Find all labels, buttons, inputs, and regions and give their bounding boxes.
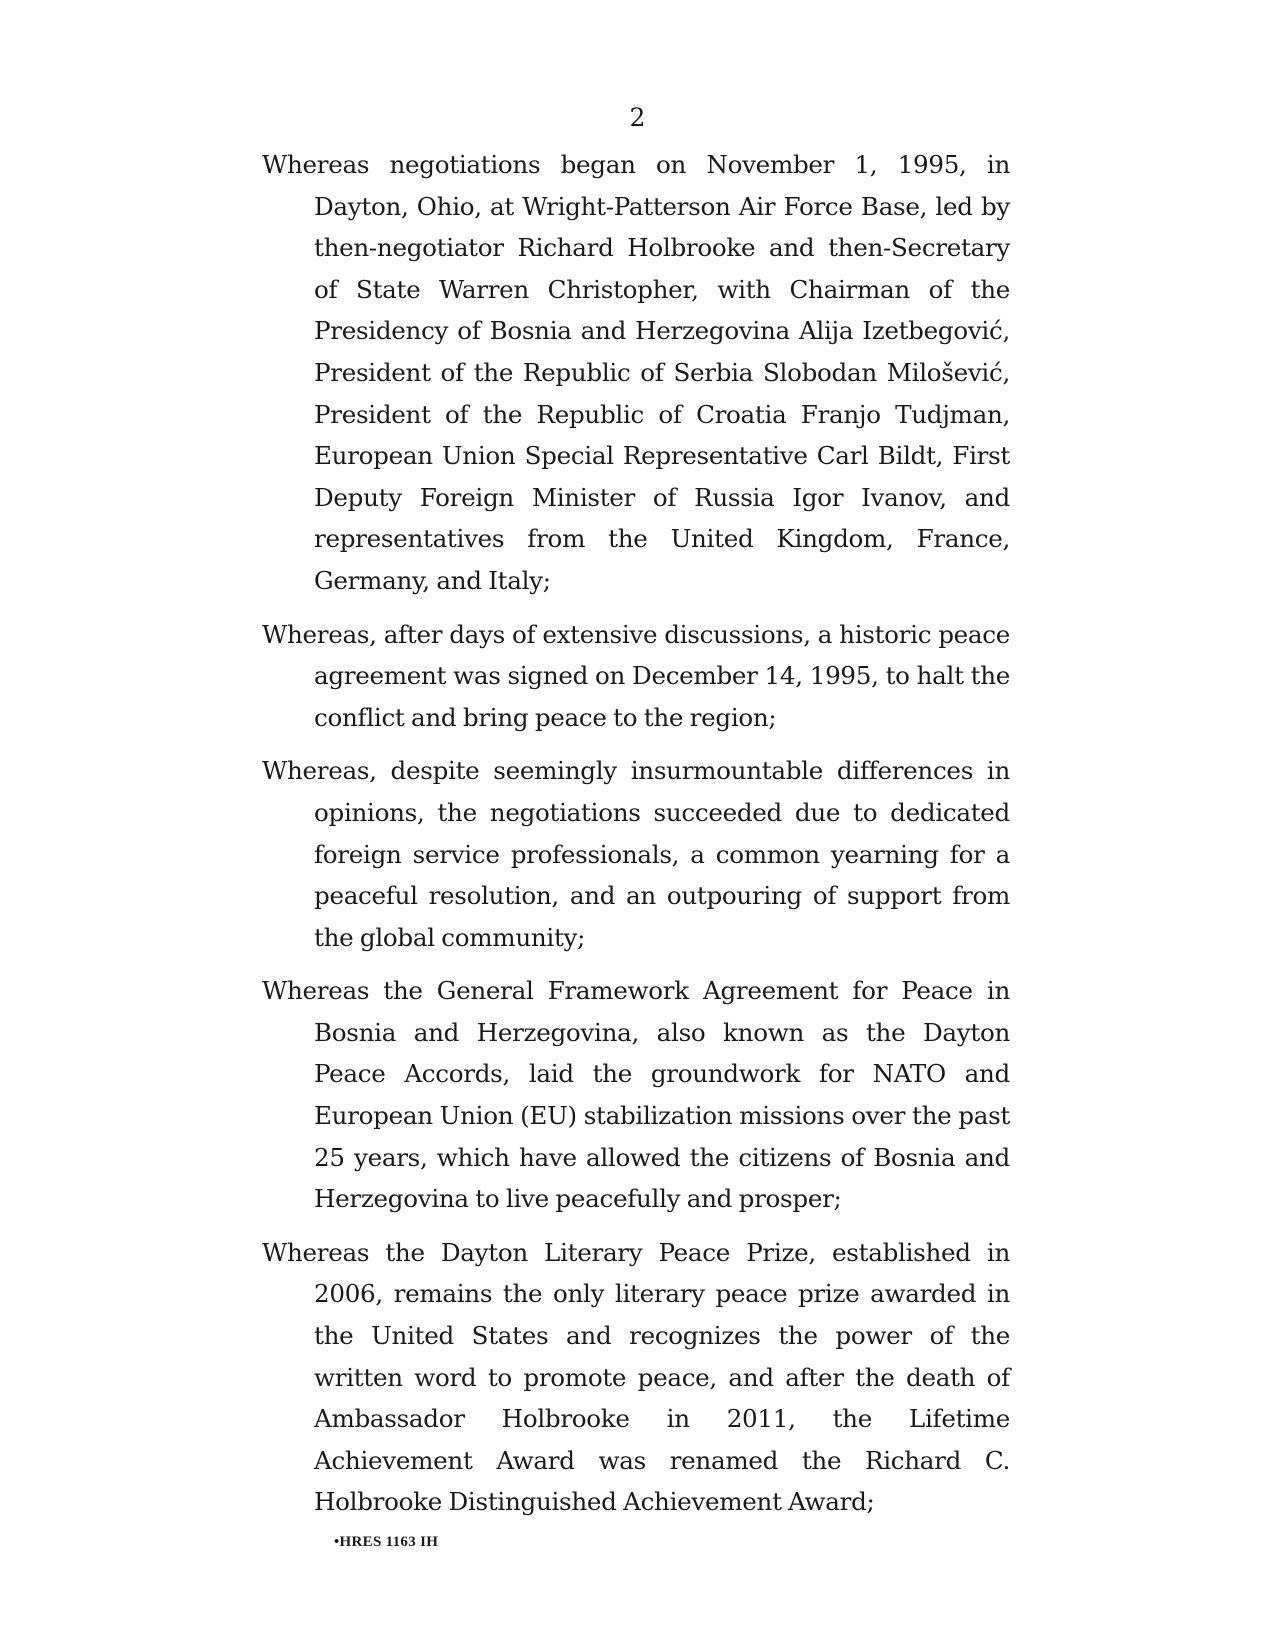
whereas-clause-negotiations-succeeded: Whereas, despite seemingly insurmountable differences in opinions, the negotiations succeeded due to dedicated foreign service professionals, a common yearning for a peaceful resolution, and an outpouring of support from the global community; <box>262 756 1010 952</box>
whereas-clause-literary-peace-prize: Whereas the Dayton Literary Peace Prize, established in 2006, remains the only literary peace prize awarded in the United States and recognizes the power of the written word to promote peace, and after the death of Ambassador Holbrooke in 2011, the Lifetime Achievement Award was renamed the Richard C. Holbrooke Distinguished Achievement Award; <box>262 1237 1010 1517</box>
page-number: 2 <box>629 103 646 132</box>
whereas-clause-dayton-accords: Whereas the General Framework Agreement for Peace in Bosnia and Herzegovina, also known as the Dayton Peace Accords, laid the groundwork for NATO and European Union (EU) stabilization missions over the past 25 years, which have allowed the citizens of Bosnia and Herzegovina to live peacefully and prosper; <box>262 976 1010 1214</box>
bill-identifier: •HRES 1163 IH <box>334 1534 439 1550</box>
whereas-clause-agreement-signed: Whereas, after days of extensive discussions, a historic peace agreement was signed on December 14, 1995, to halt the conflict and bring peace to the region; <box>262 619 1010 732</box>
resolution-body <box>262 144 1010 1535</box>
whereas-clause-negotiations: Whereas negotiations began on November 1, 1995, in Dayton, Ohio, at Wright-Patterson Air Force Base, led by then-negotiator Richard Holbrooke and then-Secretary of State Warren Christopher, with Chairman of the Presidency of Bosnia and Herzegovina Alija Izetbegović, President of the Republic of Serbia Slobodan Milošević, President of the Republic of Croatia Franjo Tudjman, European Union Special Representative Carl Bildt, First Deputy Foreign Minister of Russia Igor Ivanov, and representatives from the United Kingdom, France, Germany, and Italy; <box>262 150 1010 595</box>
